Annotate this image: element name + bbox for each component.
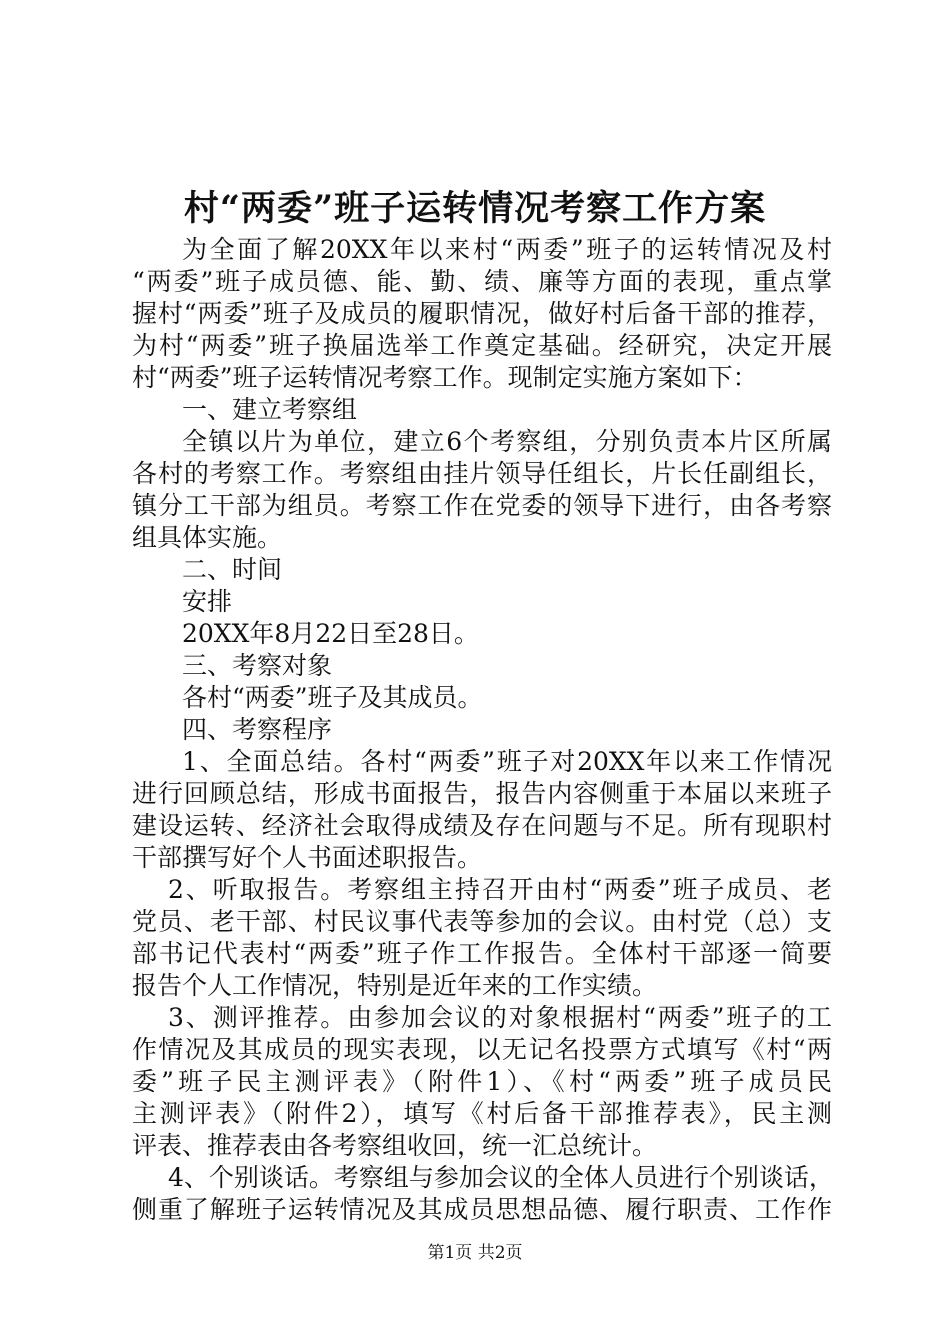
- body-line: 2、听取报告。考察组主持召开由村“两委”班子成员、老: [168, 875, 832, 904]
- body-line: 全镇以片为单位，建立6个考察组，分别负责本片区所属: [182, 427, 832, 456]
- body-line: 作情况及其成员的现实表现，以无记名投票方式填写《村“两: [132, 1035, 832, 1064]
- document-title: 村“两委”班子运转情况考察工作方案: [183, 188, 767, 229]
- document-body: [132, 234, 832, 1226]
- body-line: 委”班子民主测评表》（附件1）、《村“两委”班子成员民: [132, 1067, 832, 1096]
- body-line: 部书记代表村“两委”班子作工作报告。全体村干部逐一简要: [132, 939, 832, 968]
- body-line: “两委”班子成员德、能、勤、绩、廉等方面的表现，重点掌: [132, 267, 832, 296]
- body-line: 评表、推荐表由各考察组收回，统一汇总统计。: [132, 1131, 658, 1160]
- body-line: 20XX年8月22日至28日。: [182, 619, 479, 648]
- body-line: 各村“两委”班子及其成员。: [182, 683, 483, 712]
- body-line: 握村“两委”班子及成员的履职情况，做好村后备干部的推荐，: [132, 299, 832, 328]
- section-heading: 一、建立考察组: [182, 395, 358, 424]
- section-heading: 四、考察程序: [182, 715, 333, 744]
- body-line: 4、个别谈话。考察组与参加会议的全体人员进行个别谈话，: [168, 1163, 834, 1192]
- body-line: 组具体实施。: [132, 523, 283, 552]
- body-line: 主测评表》（附件2），填写《村后备干部推荐表》，民主测: [132, 1099, 832, 1128]
- body-line: 为村“两委”班子换届选举工作奠定基础。经研究，决定开展: [132, 331, 832, 360]
- body-line: 安排: [182, 587, 233, 616]
- body-line: 村“两委”班子运转情况考察工作。现制定实施方案如下：: [132, 363, 758, 392]
- body-line: 干部撰写好个人书面述职报告。: [132, 843, 483, 872]
- body-line: 进行回顾总结，形成书面报告，报告内容侧重于本届以来班子: [132, 779, 832, 808]
- page-number-footer: 第1页 共2页: [427, 1243, 523, 1263]
- body-line: 镇分工干部为组员。考察工作在党委的领导下进行，由各考察: [132, 491, 832, 520]
- body-line: 侧重了解班子运转情况及其成员思想品德、履行职责、工作作: [132, 1195, 832, 1224]
- body-line: 1、全面总结。各村“两委”班子对20XX年以来工作情况: [182, 747, 832, 776]
- body-line: 各村的考察工作。考察组由挂片领导任组长，片长任副组长，: [132, 459, 832, 488]
- body-line: 建设运转、经济社会取得成绩及存在问题与不足。所有现职村: [132, 811, 832, 840]
- body-line: 报告个人工作情况，特别是近年来的工作实绩。: [132, 971, 658, 1000]
- body-line: 党员、老干部、村民议事代表等参加的会议。由村党（总）支: [132, 907, 832, 936]
- section-heading: 二、时间: [182, 555, 283, 584]
- section-heading: 三、考察对象: [182, 651, 333, 680]
- body-line: 为全面了解20XX年以来村“两委”班子的运转情况及村: [182, 235, 832, 264]
- body-line: 3、测评推荐。由参加会议的对象根据村“两委”班子的工: [168, 1003, 832, 1032]
